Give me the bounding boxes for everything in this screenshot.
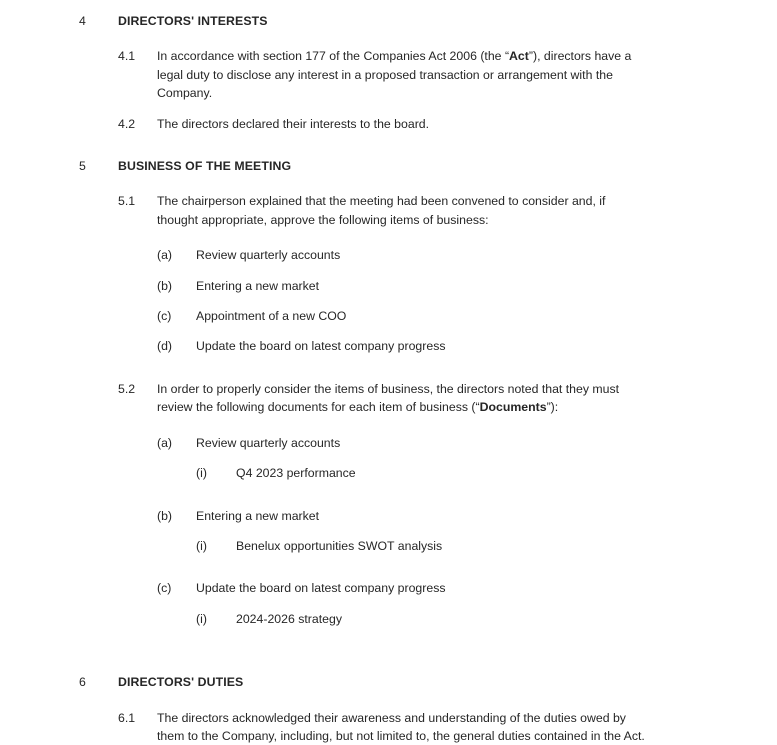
list-item-5-1-a xyxy=(0,246,777,264)
section-title-6: DIRECTORS' DUTIES xyxy=(118,675,244,690)
spacer xyxy=(0,525,777,537)
clause-4-1-line1-post: ”), directors have a xyxy=(528,49,632,64)
clause-4-1-line1-pre: In accordance with section 177 of the Companies Act 2006 (the “ xyxy=(157,49,510,64)
clause-4-1 xyxy=(0,47,777,102)
clause-5-1-line2: thought appropriate, approve the following items of business: xyxy=(157,212,489,227)
defined-term-act: Act xyxy=(509,49,529,64)
list-marker-c: (c) xyxy=(157,309,172,324)
list-marker-c: (c) xyxy=(157,581,172,596)
clause-4-1-line2: legal duty to disclose any interest in a proposed transaction or arrangement with the xyxy=(157,67,613,82)
list-text-5-1-b: Entering a new market xyxy=(196,278,320,293)
list-item-5-2-b xyxy=(0,507,777,525)
spacer xyxy=(0,103,777,115)
clause-6-1-line2: them to the Company, including, but not limited to, the general duties contained in the Act. xyxy=(157,728,645,743)
spacer xyxy=(0,229,777,246)
clause-text-6-1 xyxy=(157,709,712,745)
spacer xyxy=(0,325,777,337)
clause-text-5-1 xyxy=(157,192,712,229)
list-marker-b: (b) xyxy=(157,508,173,523)
spacer xyxy=(0,483,777,507)
clause-text-4-1 xyxy=(157,47,712,102)
list-text-5-1-d: Update the board on latest company progress xyxy=(196,339,446,354)
list-text-5-1-c: Appointment of a new COO xyxy=(196,309,347,324)
clause-5-2-line2-post: ”): xyxy=(546,400,559,415)
list-item-5-2-c xyxy=(0,579,777,597)
clause-4-1-line3: Company. xyxy=(157,86,213,101)
top-spacer xyxy=(0,0,777,12)
list-text-5-2-c: Update the board on latest company progress xyxy=(196,581,446,596)
clause-6-1 xyxy=(0,709,777,745)
section-number-6: 6 xyxy=(79,675,86,690)
list-marker-b: (b) xyxy=(157,278,173,293)
list-item-5-1-b xyxy=(0,277,777,295)
list-marker-a: (a) xyxy=(157,248,173,263)
spacer xyxy=(0,628,777,673)
sublist-item-5-2-a-i xyxy=(0,464,777,482)
clause-text-4-2: The directors declared their interests to the board. xyxy=(157,116,430,131)
defined-term-documents: Documents xyxy=(479,400,547,415)
clause-5-1 xyxy=(0,192,777,229)
clause-5-2-line2-pre: review the following documents for each item of business (“ xyxy=(157,400,480,415)
spacer xyxy=(0,452,777,464)
section-number-5: 5 xyxy=(79,159,86,174)
spacer xyxy=(0,175,777,192)
clause-number-6-1: 6.1 xyxy=(118,710,136,725)
section-title-5: BUSINESS OF THE MEETING xyxy=(118,159,292,174)
section-title-4: DIRECTORS' INTERESTS xyxy=(118,14,268,28)
sublist-text-5-2-b-i: Benelux opportunities SWOT analysis xyxy=(236,538,443,553)
section-heading-4 xyxy=(0,12,777,30)
clause-number-5-1: 5.1 xyxy=(118,194,136,209)
clause-number-4-1: 4.1 xyxy=(118,49,136,64)
sublist-marker-i: (i) xyxy=(196,538,207,553)
sublist-item-5-2-c-i xyxy=(0,610,777,628)
spacer xyxy=(0,417,777,434)
list-item-5-1-c xyxy=(0,307,777,325)
spacer xyxy=(0,295,777,307)
list-text-5-2-a: Review quarterly accounts xyxy=(196,435,341,450)
spacer xyxy=(0,692,777,709)
sublist-marker-i: (i) xyxy=(196,611,207,626)
sublist-text-5-2-c-i: 2024-2026 strategy xyxy=(236,611,342,626)
list-marker-a: (a) xyxy=(157,435,173,450)
clause-5-1-line1: The chairperson explained that the meeting had been convened to consider and, if xyxy=(157,194,606,209)
clause-6-1-line1: The directors acknowledged their awareness and understanding of the duties owed by xyxy=(157,710,626,725)
clause-text-5-2 xyxy=(157,380,712,417)
list-item-5-2-a xyxy=(0,434,777,452)
clause-5-2-line1: In order to properly consider the items of business, the directors noted that they must xyxy=(157,381,620,396)
section-heading-5 xyxy=(0,157,777,175)
list-text-5-1-a: Review quarterly accounts xyxy=(196,248,341,263)
spacer xyxy=(0,133,777,157)
clause-4-2 xyxy=(0,115,777,133)
clause-5-2 xyxy=(0,380,777,417)
spacer xyxy=(0,30,777,47)
section-heading-6 xyxy=(0,673,777,691)
sublist-marker-i: (i) xyxy=(196,466,207,481)
section-number-4: 4 xyxy=(79,14,86,28)
list-text-5-2-b: Entering a new market xyxy=(196,508,320,523)
spacer xyxy=(0,598,777,610)
spacer xyxy=(0,555,777,579)
list-marker-d: (d) xyxy=(157,339,173,354)
clause-number-4-2: 4.2 xyxy=(118,116,136,131)
spacer xyxy=(0,265,777,277)
spacer xyxy=(0,356,777,380)
list-item-5-1-d xyxy=(0,337,777,355)
clause-number-5-2: 5.2 xyxy=(118,381,136,396)
sublist-text-5-2-a-i: Q4 2023 performance xyxy=(236,466,356,481)
sublist-item-5-2-b-i xyxy=(0,537,777,555)
